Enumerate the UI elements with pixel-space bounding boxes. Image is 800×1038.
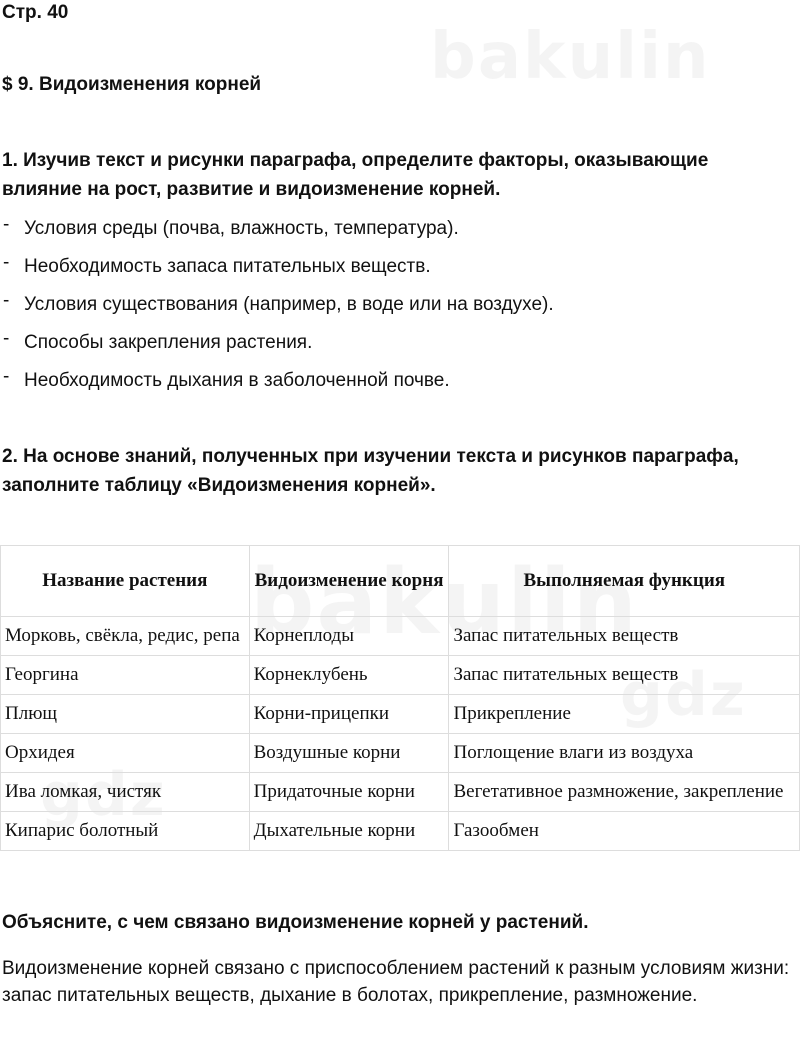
question-3: Объясните, с чем связано видоизменение корней у растений. [2,912,589,933]
list-item-text: Условия существования (например, в воде или на воздухе). [24,294,554,315]
cell-plant: Морковь, свёкла, редис, репа [1,617,250,656]
table-row [1,773,800,812]
watermark-bakulin [430,20,711,94]
cell-modification: Придаточные корни [249,773,449,812]
list-item [2,286,554,324]
list-item-text: Условия среды (почва, влажность, температура). [24,218,459,239]
bullet-dash: - [3,252,10,273]
question-1: 1. Изучив текст и рисунки параграфа, определите факторы, оказывающие влияние на рост, развитие и видоизменение корней. [2,150,709,200]
table-row [1,812,800,851]
cell-plant: Георгина [1,656,250,695]
list-item-text: Необходимость дыхания в заболоченной почве. [24,370,450,391]
table-header-row [1,546,800,617]
cell-function: Запас питательных веществ [449,656,800,695]
cell-function: Газообмен [449,812,800,851]
page-number: Стр. 40 [2,2,69,23]
cell-function: Запас питательных веществ [449,617,800,656]
header-function: Выполняемая функция [449,546,800,617]
cell-modification: Корнеплоды [249,617,449,656]
cell-plant: Кипарис болотный [1,812,250,851]
list-item [2,324,554,362]
list-item [2,248,554,286]
table-row [1,617,800,656]
root-modifications-table [0,545,800,851]
bullet-dash: - [3,328,10,349]
bullet-dash: - [3,214,10,235]
cell-modification: Корни-прицепки [249,695,449,734]
cell-function: Вегетативное размножение, закрепление [449,773,800,812]
header-root-modification: Видоизменение корня [249,546,449,617]
cell-function: Прикрепление [449,695,800,734]
table-row [1,734,800,773]
cell-plant: Орхидея [1,734,250,773]
cell-plant: Плющ [1,695,250,734]
cell-modification: Корнеклубень [249,656,449,695]
table-row [1,656,800,695]
bullet-dash: - [3,366,10,387]
bullet-dash: - [3,290,10,311]
cell-function: Поглощение влаги из воздуха [449,734,800,773]
answer-1-list [2,210,554,400]
cell-modification: Дыхательные корни [249,812,449,851]
header-plant-name: Название растения [1,546,250,617]
cell-plant: Ива ломкая, чистяк [1,773,250,812]
section-title: $ 9. Видоизменения корней [2,74,262,95]
list-item-text: Способы закрепления растения. [24,332,313,353]
list-item-text: Необходимость запаса питательных веществ. [24,256,431,277]
list-item [2,362,554,400]
cell-modification: Воздушные корни [249,734,449,773]
question-2: 2. На основе знаний, полученных при изучении текста и рисунков параграфа, заполните таблицу «Видоизменения корней». [2,446,739,496]
answer-3: Видоизменение корней связано с приспособлением растений к разным условиям жизни: запас питательных веществ, дыхание в болотах, прикрепление, размножение. [2,958,790,1006]
list-item [2,210,554,248]
table-row [1,695,800,734]
